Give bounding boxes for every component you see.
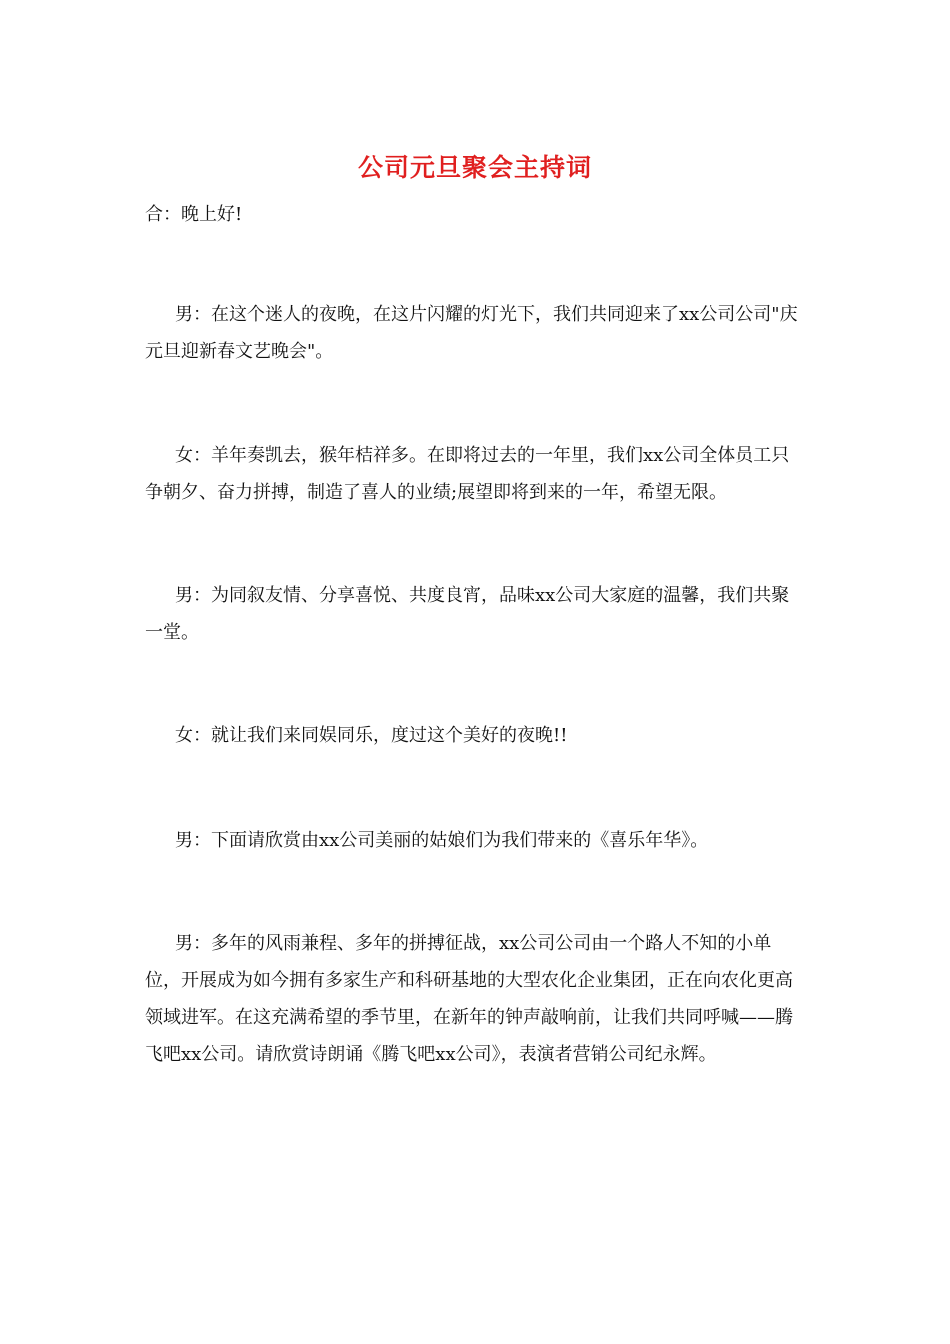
paragraph-female-celebrate: 女：就让我们来同娱同乐，度过这个美好的夜晚!! [175,725,568,746]
paragraph-male-opening: 男：在这个迷人的夜晚，在这片闪耀的灯光下，我们共同迎来了xx公司公司"庆元旦迎新春文艺晚会"。 [145,304,798,362]
document-title: 公司元旦聚会主持词 [357,153,592,182]
paragraph-female-review: 女：羊年奏凯去，猴年桔祥多。在即将过去的一年里，我们xx公司全体员工只争朝夕、奋力拼搏，制造了喜人的业绩;展望即将到来的一年，希望无限。 [145,445,790,503]
paragraph-male-gathering: 男：为同叙友情、分享喜悦、共度良宵，品味xx公司大家庭的温馨，我们共聚一堂。 [145,585,790,643]
paragraph-greeting: 合：晚上好! [145,204,243,225]
paragraph-male-poem-intro: 男：多年的风雨兼程、多年的拼搏征战，xx公司公司由一个路人不知的小单位，开展成为如今拥有多家生产和科研基地的大型农化企业集团，正在向农化更高领域进军。在这充满希望的季节里，在新年的钟声敲响前，让我们共同呼喊——腾飞吧xx公司。请欣赏诗朗诵《腾飞吧xx公司》，表演者营销公司纪永辉。 [145,933,793,1065]
paragraph-male-dance-intro: 男：下面请欣赏由xx公司美丽的姑娘们为我们带来的《喜乐年华》。 [175,830,709,851]
